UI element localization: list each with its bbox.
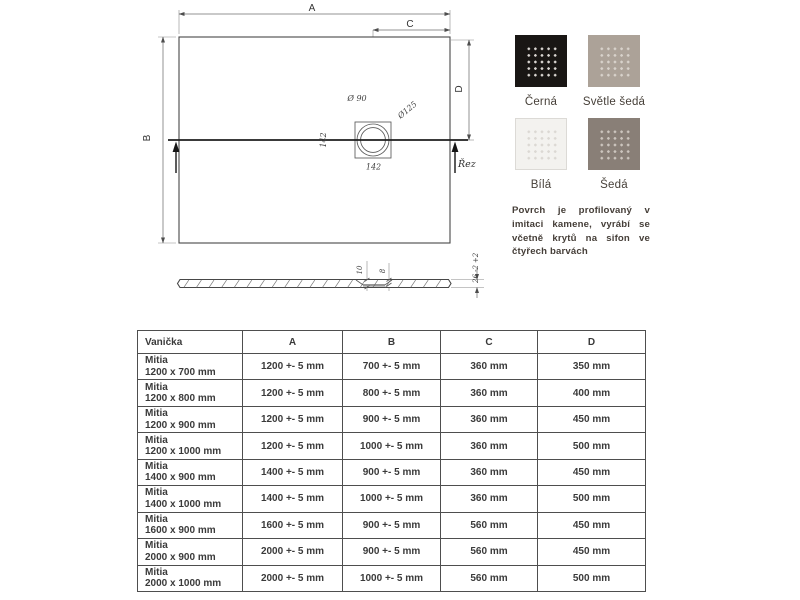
dim-c-cell: 560 mm — [441, 539, 538, 565]
model-cell — [138, 486, 243, 512]
table-row — [138, 565, 646, 592]
model-cell — [138, 433, 243, 459]
model-size: 1400 x 900 mm — [145, 472, 216, 484]
drain-box-width-label: 142 — [365, 162, 382, 172]
model-size: 1200 x 700 mm — [145, 366, 216, 378]
drain-cover-swatch-white — [515, 118, 567, 170]
thickness-tolerance-label: +2 — [472, 252, 480, 264]
dim-label-c: C — [406, 19, 414, 30]
dim-b-cell: 1000 +- 5 mm — [343, 486, 441, 512]
table-header-row — [138, 331, 646, 354]
side-section-view — [178, 278, 452, 289]
dim-a-cell: 2000 +- 5 mm — [243, 539, 343, 565]
model-name: Mitia — [145, 566, 168, 578]
model-cell — [138, 565, 243, 592]
swatch-dot-pattern — [598, 45, 631, 78]
dim-a-cell: 1400 +- 5 mm — [243, 486, 343, 512]
model-name: Mitia — [145, 355, 168, 367]
dim-a-cell: 1200 +- 5 mm — [243, 406, 343, 432]
color-swatch-grid — [515, 35, 646, 201]
table-row — [138, 539, 646, 565]
dim-b-cell: 800 +- 5 mm — [343, 380, 441, 406]
dim-d-cell: 350 mm — [538, 354, 646, 380]
col-header-vanicka: Vanička — [138, 331, 243, 354]
dim-b-cell: 1000 +- 5 mm — [343, 433, 441, 459]
drain-cover-swatch-black — [515, 35, 567, 87]
model-size: 1400 x 1000 mm — [145, 498, 222, 510]
dim-b-cell: 900 +- 5 mm — [343, 512, 441, 538]
dim-d-cell: 450 mm — [538, 512, 646, 538]
cover-diameter-label: Ø125 — [396, 99, 419, 121]
thickness-label: 26 -2 — [472, 265, 480, 283]
swatch-dot-pattern — [525, 45, 558, 78]
model-name: Mitia — [145, 487, 168, 499]
model-size: 1200 x 1000 mm — [145, 446, 222, 458]
dim-d-cell: 450 mm — [538, 539, 646, 565]
model-cell — [138, 539, 243, 565]
table-row — [138, 459, 646, 485]
swatch-label: Bílá — [530, 179, 552, 191]
dim-c-cell: 560 mm — [441, 512, 538, 538]
model-size: 1600 x 900 mm — [145, 525, 216, 537]
dim-a-cell: 1600 +- 5 mm — [243, 512, 343, 538]
dim-a-cell: 2000 +- 5 mm — [243, 565, 343, 592]
model-size: 2000 x 900 mm — [145, 551, 216, 563]
dim-c-cell: 360 mm — [441, 354, 538, 380]
dim-c-cell: 360 mm — [441, 433, 538, 459]
dim-c-cell: 360 mm — [441, 459, 538, 485]
swatch-cell-bila — [515, 118, 567, 201]
table-row — [138, 433, 646, 459]
dim-b-cell: 900 +- 5 mm — [343, 539, 441, 565]
model-name: Mitia — [145, 408, 168, 420]
dim-c-cell: 560 mm — [441, 565, 538, 592]
drain-diameter-label: Ø 90 — [347, 94, 367, 103]
technical-drawing — [0, 0, 500, 330]
swatch-dot-pattern — [525, 128, 558, 161]
section-label: Řez — [458, 159, 476, 170]
model-cell — [138, 380, 243, 406]
model-cell — [138, 406, 243, 432]
dim-label-b: B — [142, 134, 153, 142]
col-header-c: C — [441, 331, 538, 354]
drain-cover-swatch-grey — [588, 118, 640, 170]
col-header-a: A — [243, 331, 343, 354]
dim-label-d: D — [454, 85, 465, 93]
swatch-dot-pattern — [598, 128, 631, 161]
col-header-d: D — [538, 331, 646, 354]
dim-a-cell: 1200 +- 5 mm — [243, 433, 343, 459]
dim-d-cell: 500 mm — [538, 433, 646, 459]
drain-box-height-label: 142 — [319, 132, 328, 148]
model-cell — [138, 354, 243, 380]
drain-cover-swatch-light-grey — [588, 35, 640, 87]
table-row — [138, 380, 646, 406]
dim-b-cell: 900 +- 5 mm — [343, 459, 441, 485]
dim-label-a: A — [308, 3, 316, 14]
table-row — [138, 486, 646, 512]
swatch-label: Černá — [524, 96, 558, 108]
model-name: Mitia — [145, 381, 168, 393]
dim-b-cell: 900 +- 5 mm — [343, 406, 441, 432]
model-size: 1200 x 900 mm — [145, 419, 216, 431]
dim-b-cell: 700 +- 5 mm — [343, 354, 441, 380]
product-description: Povrch je profilovaný v imitaci kamene, vyrábí se včetně krytů na sifon ve čtyřech barvách — [512, 205, 650, 258]
depth-inner-label: 8 — [379, 268, 387, 274]
model-name: Mitia — [145, 434, 168, 446]
model-name: Mitia — [145, 513, 168, 525]
model-cell — [138, 512, 243, 538]
dim-c-cell: 360 mm — [441, 486, 538, 512]
dim-d-cell: 450 mm — [538, 406, 646, 432]
dim-b-cell: 1000 +- 5 mm — [343, 565, 441, 592]
dim-d-cell: 450 mm — [538, 459, 646, 485]
depth-outer-label: 10 — [356, 265, 364, 275]
dim-d-cell: 500 mm — [538, 565, 646, 592]
dim-d-cell: 500 mm — [538, 486, 646, 512]
model-size: 2000 x 1000 mm — [145, 578, 222, 590]
col-header-b: B — [343, 331, 441, 354]
dim-a-cell: 1200 +- 5 mm — [243, 380, 343, 406]
table-row — [138, 354, 646, 380]
model-name: Mitia — [145, 540, 168, 552]
swatch-cell-cerna — [515, 35, 567, 118]
swatch-cell-seda — [588, 118, 640, 201]
dim-a-cell: 1400 +- 5 mm — [243, 459, 343, 485]
dim-c-cell: 360 mm — [441, 380, 538, 406]
swatch-label: Světle šedá — [582, 96, 646, 108]
table-row — [138, 512, 646, 538]
swatch-cell-svetle-seda — [582, 35, 646, 118]
swatch-label: Šedá — [600, 179, 628, 191]
dim-c-cell: 360 mm — [441, 406, 538, 432]
dim-a-cell: 1200 +- 5 mm — [243, 354, 343, 380]
table-row — [138, 406, 646, 432]
model-name: Mitia — [145, 460, 168, 472]
model-size: 1200 x 800 mm — [145, 393, 216, 405]
dim-d-cell: 400 mm — [538, 380, 646, 406]
dimensions-table — [137, 330, 646, 592]
model-cell — [138, 459, 243, 485]
